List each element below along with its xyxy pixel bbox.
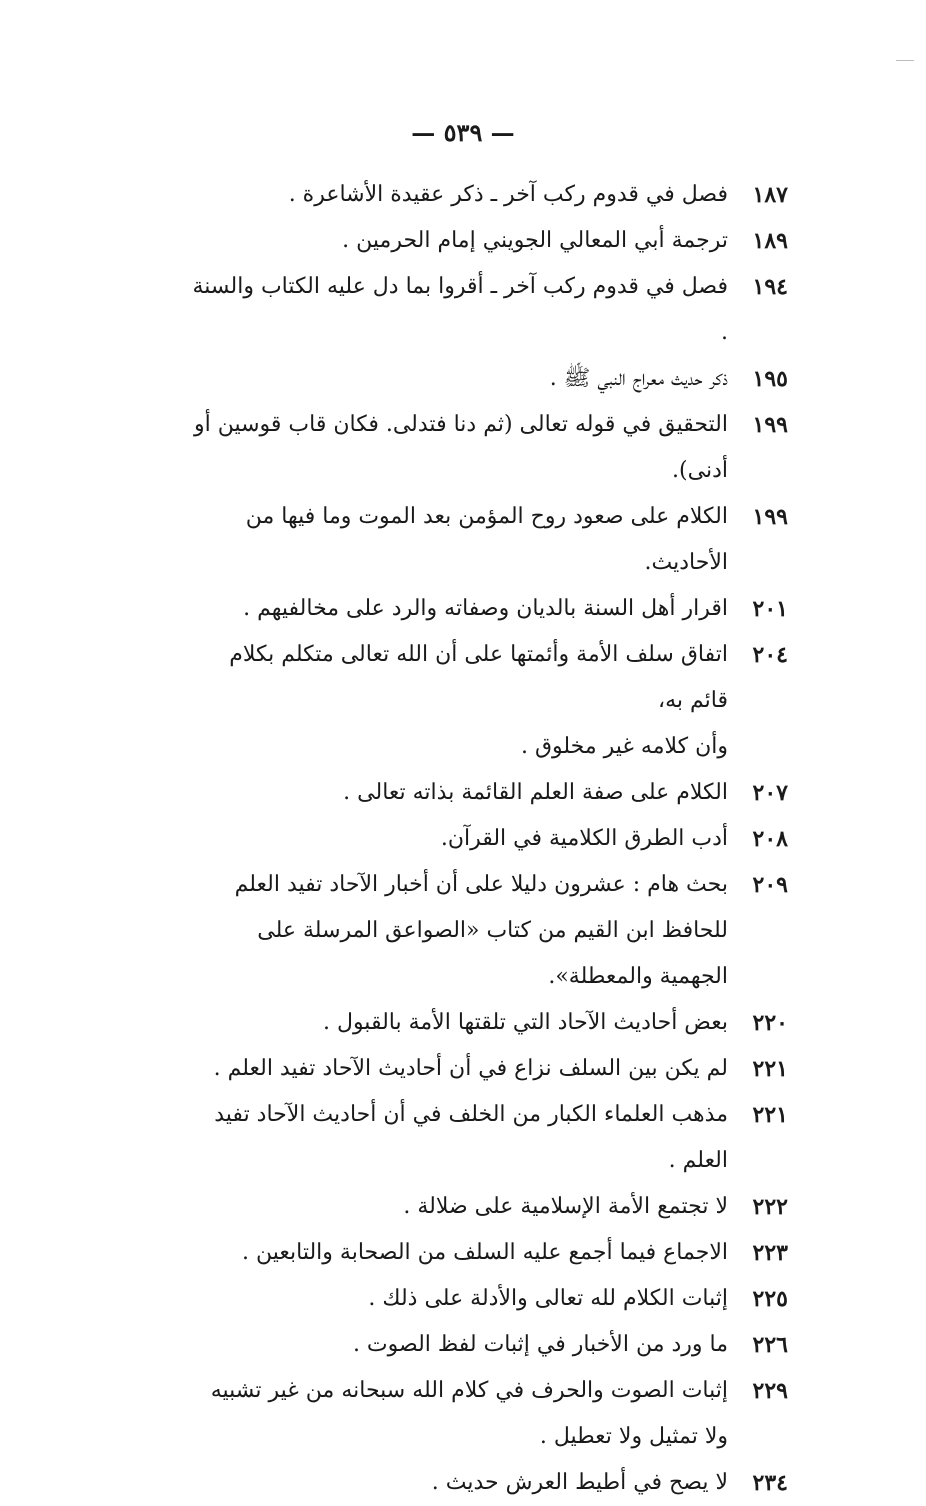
toc-entry-title	[188, 1322, 728, 1368]
toc-entry-title	[188, 816, 728, 862]
toc-entry-title-text: ما ورد من الأخبار في إثبات لفظ الصوت .	[352, 1332, 728, 1357]
toc-entry-page-number: ٢٢٢	[752, 1194, 788, 1220]
toc-entry-page-number: ٢٢١	[752, 1102, 788, 1128]
toc-entry	[188, 1460, 788, 1506]
toc-entry-title-text: ترجمة أبي المعالي الجويني إمام الحرمين .	[342, 228, 728, 253]
toc-entry-page-number: ١٩٤	[752, 274, 788, 300]
toc-entry-title-text: التحقيق في قوله تعالى (ثم دنا فتدلى. فكان قاب قوسين أو أدنى).	[193, 412, 728, 483]
toc-entry	[188, 1184, 788, 1230]
toc-entry	[188, 632, 788, 770]
toc-entry-title-text: بعض أحاديث الآحاد التي تلقتها الأمة بالقبول .	[322, 1010, 728, 1035]
toc-entry-title	[188, 172, 728, 218]
toc-entry	[188, 586, 788, 632]
toc-entry	[188, 494, 788, 586]
toc-entry-page-number: ٢٣٤	[752, 1470, 788, 1496]
toc-entry-page-number: ٢٢٣	[752, 1240, 788, 1266]
toc-entry	[188, 862, 788, 1000]
toc-entry-page-number: ١٩٩	[752, 412, 788, 438]
toc-entry-page-number: ٢٢١	[752, 1056, 788, 1082]
toc-entry-title-text: الكلام على صفة العلم القائمة بذاته تعالى .	[343, 780, 728, 805]
table-of-contents	[188, 172, 788, 1506]
toc-entry-title	[188, 586, 728, 632]
toc-entry-title	[188, 494, 728, 586]
toc-entry-page-number: ٢٠١	[752, 596, 788, 622]
toc-entry	[188, 816, 788, 862]
toc-entry-title-text: الكلام على صعود روح المؤمن بعد الموت وما فيها من الأحاديث.	[245, 504, 728, 575]
toc-entry-page-number: ١٨٩	[752, 228, 788, 254]
toc-entry	[188, 172, 788, 218]
toc-entry-title-text: اقرار أهل السنة بالديان وصفاته والرد على مخالفيهم .	[243, 596, 728, 621]
toc-entry	[188, 1276, 788, 1322]
toc-entry-title	[188, 264, 728, 356]
toc-entry-page-number: ١٨٧	[752, 182, 788, 208]
toc-entry	[188, 1000, 788, 1046]
toc-entry-title	[188, 356, 728, 402]
toc-entry-title	[188, 218, 728, 264]
toc-entry-title-text: لا يصح في أطيط العرش حديث .	[431, 1470, 728, 1495]
toc-entry-title-continuation: للحافظ ابن القيم من كتاب «الصواعق المرسلة على الجهمية والمعطلة».	[257, 918, 728, 989]
toc-entry	[188, 356, 788, 402]
toc-entry-title-text: أدب الطرق الكلامية في القرآن.	[440, 826, 728, 851]
toc-entry-page-number: ١٩٩	[752, 504, 788, 530]
toc-entry-title-text: بحث هام : عشرون دليلا على أن أخبار الآحاد تفيد العلم	[234, 872, 728, 897]
toc-entry	[188, 1368, 788, 1460]
toc-entry	[188, 1322, 788, 1368]
toc-entry-title-text: إثبات الكلام لله تعالى والأدلة على ذلك .	[368, 1286, 728, 1311]
toc-entry	[188, 1092, 788, 1184]
toc-entry-title	[188, 1184, 728, 1230]
toc-entry-page-number: ٢٠٨	[752, 826, 788, 852]
toc-entry-title-text: ذكر حديث معراج النبي ﷺ .	[549, 366, 728, 391]
toc-entry-title	[188, 1368, 728, 1460]
toc-entry-page-number: ٢٠٩	[752, 872, 788, 898]
toc-entry-title	[188, 770, 728, 816]
toc-entry	[188, 1230, 788, 1276]
page-number: — ٥٣٩ —	[411, 118, 515, 147]
toc-entry-page-number: ٢٠٤	[752, 642, 788, 668]
toc-entry-title	[188, 1276, 728, 1322]
toc-entry-title-continuation: وأن كلامه غير مخلوق .	[520, 734, 728, 759]
toc-entry-page-number: ٢٢٦	[752, 1332, 788, 1358]
toc-entry-title-text: اتفاق سلف الأمة وأئمتها على أن الله تعالى متكلم بكلام قائم به،	[229, 642, 728, 713]
toc-entry-page-number: ٢٢٠	[752, 1010, 788, 1036]
toc-entry-page-number: ١٩٥	[752, 366, 788, 392]
toc-entry-title-text: لا تجتمع الأمة الإسلامية على ضلالة .	[403, 1194, 728, 1219]
toc-entry-title	[188, 402, 728, 494]
toc-entry-title	[188, 632, 728, 770]
toc-entry-page-number: ٢٠٧	[752, 780, 788, 806]
toc-entry-title	[188, 1092, 728, 1184]
toc-entry-title-text: مذهب العلماء الكبار من الخلف في أن أحاديث الآحاد تفيد العلم .	[214, 1102, 728, 1173]
toc-entry-page-number: ٢٢٩	[752, 1378, 788, 1404]
toc-entry	[188, 1046, 788, 1092]
toc-entry-title-text: إثبات الصوت والحرف في كلام الله سبحانه من غير تشبيه	[210, 1378, 728, 1403]
toc-entry-page-number: ٢٢٥	[752, 1286, 788, 1312]
toc-entry-title-continuation: ولا تمثيل ولا تعطيل .	[539, 1424, 728, 1449]
toc-entry	[188, 402, 788, 494]
toc-entry	[188, 218, 788, 264]
toc-entry-title-text: لم يكن بين السلف نزاع في أن أحاديث الآحاد تفيد العلم .	[213, 1056, 728, 1081]
toc-entry-title	[188, 1460, 728, 1506]
toc-entry-title-text: الاجماع فيما أجمع عليه السلف من الصحابة والتابعين .	[242, 1240, 728, 1265]
toc-entry	[188, 264, 788, 356]
toc-entry-title-text: فصل في قدوم ركب آخر ـ ذكر عقيدة الأشاعرة .	[288, 182, 728, 207]
toc-entry	[188, 770, 788, 816]
toc-entry-title	[188, 1230, 728, 1276]
toc-entry-title	[188, 1046, 728, 1092]
toc-entry-title-text: فصل في قدوم ركب آخر ـ أقروا بما دل عليه الكتاب والسنة .	[192, 274, 728, 345]
toc-entry-title	[188, 1000, 728, 1046]
toc-entry-title	[188, 862, 728, 1000]
margin-mark	[896, 60, 914, 61]
